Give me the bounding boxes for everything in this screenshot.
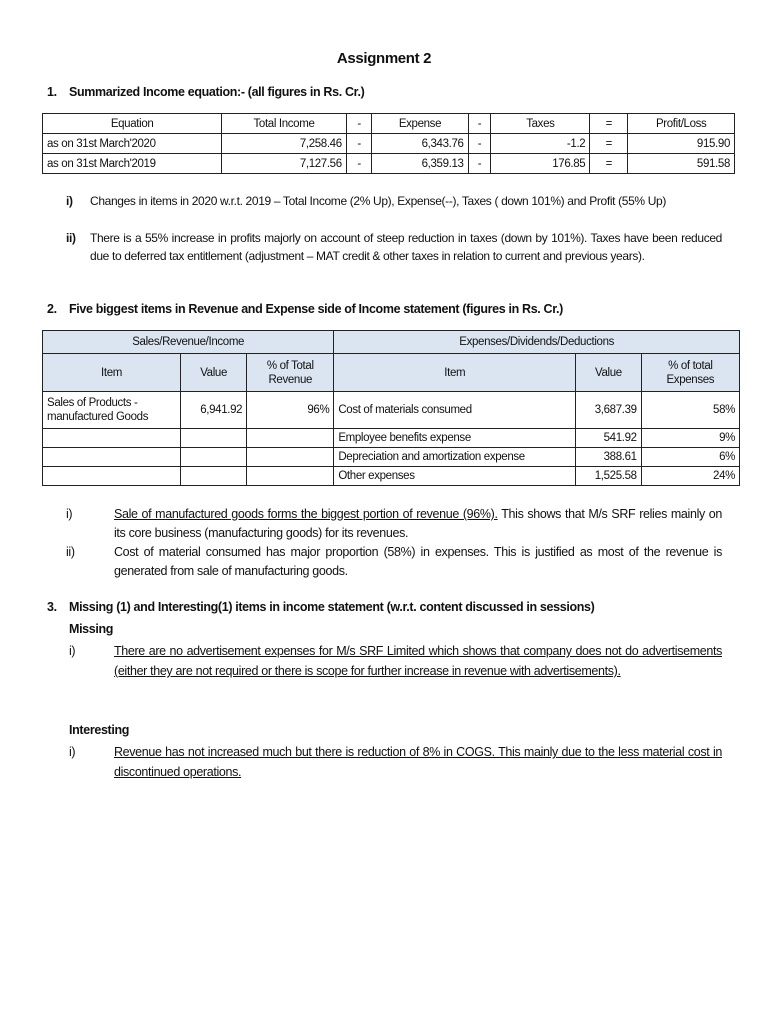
table-cell: - <box>346 154 372 174</box>
table-cell: 541.92 <box>576 429 642 448</box>
missing-label: Missing <box>69 622 114 636</box>
table-cell <box>247 429 334 448</box>
table-cell: 7,258.46 <box>222 134 347 154</box>
group-header-row <box>43 331 740 354</box>
list-item: i) Changes in items in 2020 w.r.t. 2019 – Total Income (2% Up), Expense(--), Taxes ( down 101%) and Profit (55% Up) <box>66 194 666 208</box>
header-cell: Item <box>43 354 181 392</box>
table-cell: 96% <box>247 392 334 429</box>
table-row <box>43 429 740 448</box>
header-cell: - <box>346 114 372 134</box>
income-equation-table <box>42 113 735 174</box>
table-cell: - <box>468 134 491 154</box>
table-cell: as on 31st March'2020 <box>43 134 222 154</box>
table-cell: -1.2 <box>491 134 590 154</box>
header-cell: - <box>468 114 491 134</box>
table-row <box>43 467 740 486</box>
section1-heading: 1. Summarized Income equation:- (all figures in Rs. Cr.) <box>47 85 365 99</box>
header-cell: Expense <box>372 114 468 134</box>
table-cell: 6,343.76 <box>372 134 468 154</box>
table-cell: 9% <box>641 429 739 448</box>
table-header-row <box>43 114 735 134</box>
header-cell: = <box>590 114 628 134</box>
table-row <box>43 448 740 467</box>
group-header-revenue: Sales/Revenue/Income <box>43 331 334 354</box>
table-cell <box>181 467 247 486</box>
table-cell: 915.90 <box>628 134 735 154</box>
table-header-row <box>43 354 740 392</box>
table-cell: Depreciation and amortization expense <box>334 448 576 467</box>
table-cell: 6,359.13 <box>372 154 468 174</box>
table-row <box>43 154 735 174</box>
table-cell: = <box>590 154 628 174</box>
table-cell <box>181 448 247 467</box>
table-cell: 6,941.92 <box>181 392 247 429</box>
table-cell: Other expenses <box>334 467 576 486</box>
table-cell: Cost of materials consumed <box>334 392 576 429</box>
header-cell: Equation <box>43 114 222 134</box>
header-cell: Total Income <box>222 114 347 134</box>
table-cell: 58% <box>641 392 739 429</box>
biggest-items-table <box>42 330 740 486</box>
table-cell: 3,687.39 <box>576 392 642 429</box>
document-title: Assignment 2 <box>336 50 432 67</box>
header-cell: Item <box>334 354 576 392</box>
group-header-expenses: Expenses/Dividends/Deductions <box>334 331 740 354</box>
table-cell: - <box>468 154 491 174</box>
header-cell: Taxes <box>491 114 590 134</box>
table-cell: 388.61 <box>576 448 642 467</box>
table-cell <box>43 467 181 486</box>
header-cell: Value <box>576 354 642 392</box>
table-row <box>43 134 735 154</box>
table-cell: Sales of Products - manufactured Goods <box>43 392 181 429</box>
list-item: ii) There is a 55% increase in profits majorly on account of steep reduction in taxes (down by 101%). Taxes have been reduced due to deferred tax entitlement (adjustment – MAT credit & other taxes in relation to current and previous years). <box>66 231 722 263</box>
table-cell <box>43 448 181 467</box>
table-cell <box>181 429 247 448</box>
table-cell <box>247 448 334 467</box>
section2-heading: 2. Five biggest items in Revenue and Expense side of Income statement (figures in Rs. Cr.) <box>47 302 563 316</box>
table-cell <box>43 429 181 448</box>
list-item: i) There are no advertisement expenses for M/s SRF Limited which shows that company does not do advertisements (either they are not required or there is scope for further increase in revenue with advertisements). <box>69 644 722 678</box>
table-cell: - <box>346 134 372 154</box>
list-item: i) Sale of manufactured goods forms the biggest portion of revenue (96%). This shows that M/s SRF relies mainly on its core business (manufacturing goods) for its revenues. <box>66 507 723 540</box>
table-cell: = <box>590 134 628 154</box>
table-cell <box>247 467 334 486</box>
list-item: i) Revenue has not increased much but there is reduction of 8% in COGS. This mainly due to the less material cost in discontinued operations. <box>69 745 722 779</box>
table-row <box>43 392 740 429</box>
table-cell: 176.85 <box>491 154 590 174</box>
interesting-label: Interesting <box>69 723 130 737</box>
header-cell: % of Total Revenue <box>247 354 334 392</box>
header-cell: Profit/Loss <box>628 114 735 134</box>
header-cell: Value <box>181 354 247 392</box>
table-cell: 1,525.58 <box>576 467 642 486</box>
table-cell: Employee benefits expense <box>334 429 576 448</box>
section3-heading: 3. Missing (1) and Interesting(1) items in income statement (w.r.t. content discussed in sessions) <box>47 600 595 614</box>
table-cell: as on 31st March'2019 <box>43 154 222 174</box>
table-cell: 591.58 <box>628 154 735 174</box>
list-item: ii) Cost of material consumed has major proportion (58%) in expenses. This is justified as most of the revenue is generated from sale of manufacturing goods. <box>66 545 722 578</box>
table-cell: 6% <box>641 448 739 467</box>
table-cell: 7,127.56 <box>222 154 347 174</box>
header-cell: % of total Expenses <box>641 354 739 392</box>
table-cell: 24% <box>641 467 739 486</box>
